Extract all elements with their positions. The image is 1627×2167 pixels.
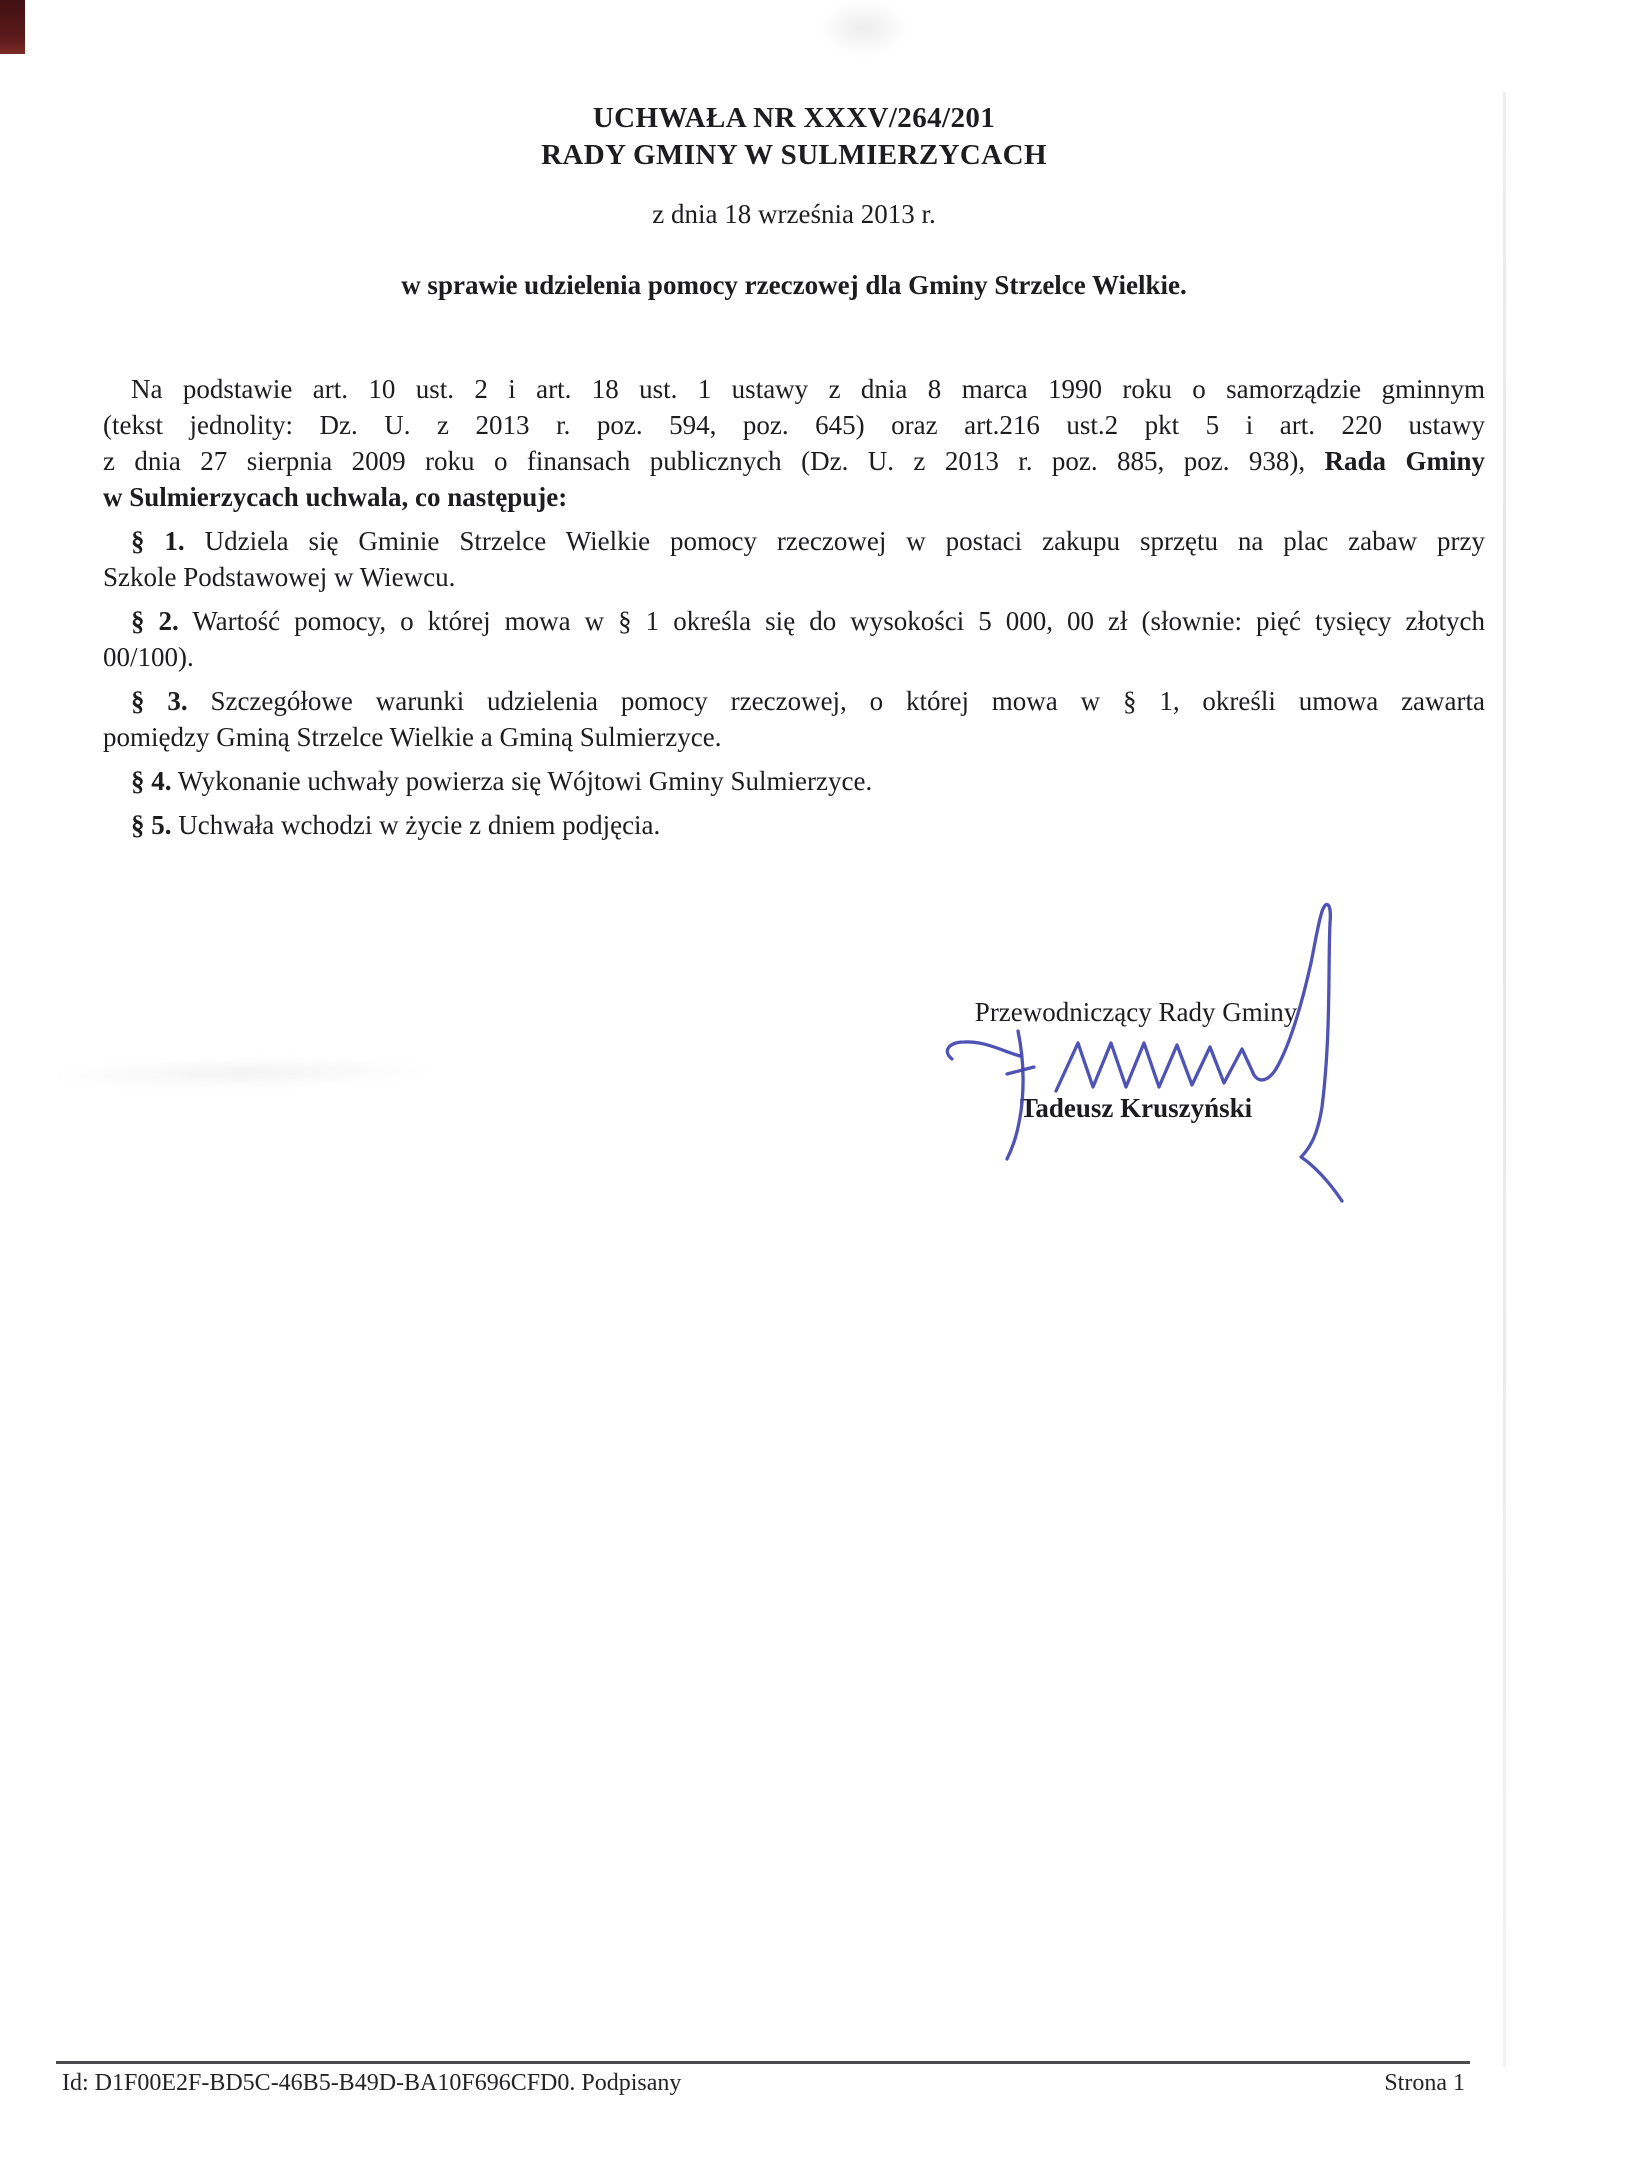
section-3-line-1 <box>103 683 1485 719</box>
section-1 <box>103 523 1485 595</box>
section-5-line-1 <box>103 807 1485 843</box>
preamble-paragraph <box>103 371 1485 515</box>
section-4-text: Wykonanie uchwały powierza się Wójtowi Gminy Sulmierzyce. <box>177 766 873 796</box>
section-2-line-1 <box>103 603 1485 639</box>
preamble-line-2: (tekst jednolity: Dz. U. z 2013 r. poz. 594, poz. 645) oraz art.216 ust.2 pkt 5 i art. 220 ustawy <box>103 410 1485 440</box>
subject-line: w sprawie udzielenia pomocy rzeczowej dla Gminy Strzelce Wielkie. <box>401 270 1187 300</box>
section-2 <box>103 603 1485 675</box>
preamble-line-1: Na podstawie art. 10 ust. 2 i art. 18 ust. 1 ustawy z dnia 8 marca 1990 roku o samorządzie gminnym <box>131 374 1485 404</box>
section-2-marker: § 2. <box>131 606 179 636</box>
preamble-line-3-bold: Rada Gminy <box>1324 446 1485 476</box>
document-body <box>103 371 1485 843</box>
section-5-text: Uchwała wchodzi w życie z dniem podjęcia. <box>178 810 661 840</box>
signature-name: Tadeusz Kruszyński <box>1019 1093 1253 1123</box>
scan-smudge-mid <box>58 1055 428 1091</box>
scan-smudge-top <box>818 0 910 56</box>
title-line-1: UCHWAŁA NR XXXV/264/201 <box>592 102 996 134</box>
section-3 <box>103 683 1485 755</box>
preamble-line-3-text: z dnia 27 sierpnia 2009 roku o finansach publicznych (Dz. U. z 2013 r. poz. 885, poz. 938), <box>103 446 1306 476</box>
footer-divider <box>56 2061 1470 2064</box>
section-1-marker: § 1. <box>131 526 185 556</box>
section-5-marker: § 5. <box>131 810 172 840</box>
section-1-line-1 <box>103 523 1485 559</box>
preamble-line-4: w Sulmierzycach uchwala, co następuje: <box>103 482 568 512</box>
section-2-text: Wartość pomocy, o której mowa w § 1 określa się do wysokości 5 000, 00 zł (słownie: pięć tysięcy złotych <box>192 606 1485 636</box>
section-3-text: Szczegółowe warunki udzielenia pomocy rzeczowej, o której mowa w § 1, określi umowa zawarta <box>210 686 1485 716</box>
signature-role: Przewodniczący Rady Gminy <box>974 997 1298 1027</box>
signature-ink-scribble <box>930 885 1390 1215</box>
scan-fold-line <box>1503 92 1506 2067</box>
footer-document-id: Id: D1F00E2F-BD5C-46B5-B49D-BA10F696CFD0. Podpisany <box>62 2070 682 2096</box>
section-4-marker: § 4. <box>131 766 172 796</box>
section-5 <box>103 807 1485 843</box>
section-3-marker: § 3. <box>131 686 188 716</box>
date-line: z dnia 18 września 2013 r. <box>652 199 936 229</box>
section-1-text: Udziela się Gminie Strzelce Wielkie pomocy rzeczowej w postaci zakupu sprzętu na plac zabaw przy <box>204 526 1486 556</box>
title-line-2: RADY GMINY W SULMIERZYCACH <box>541 139 1047 171</box>
footer-page-number: Strona 1 <box>1384 2070 1465 2096</box>
scan-corner-mark <box>0 0 25 54</box>
section-2-line-2: 00/100). <box>103 642 194 672</box>
section-1-line-2: Szkole Podstawowej w Wiewcu. <box>103 562 456 592</box>
section-4 <box>103 763 1485 799</box>
section-3-line-2: pomiędzy Gminą Strzelce Wielkie a Gminą Sulmierzyce. <box>103 722 722 752</box>
document-title <box>103 100 1485 174</box>
preamble-line-3 <box>103 443 1485 479</box>
section-4-line-1 <box>103 763 1485 799</box>
